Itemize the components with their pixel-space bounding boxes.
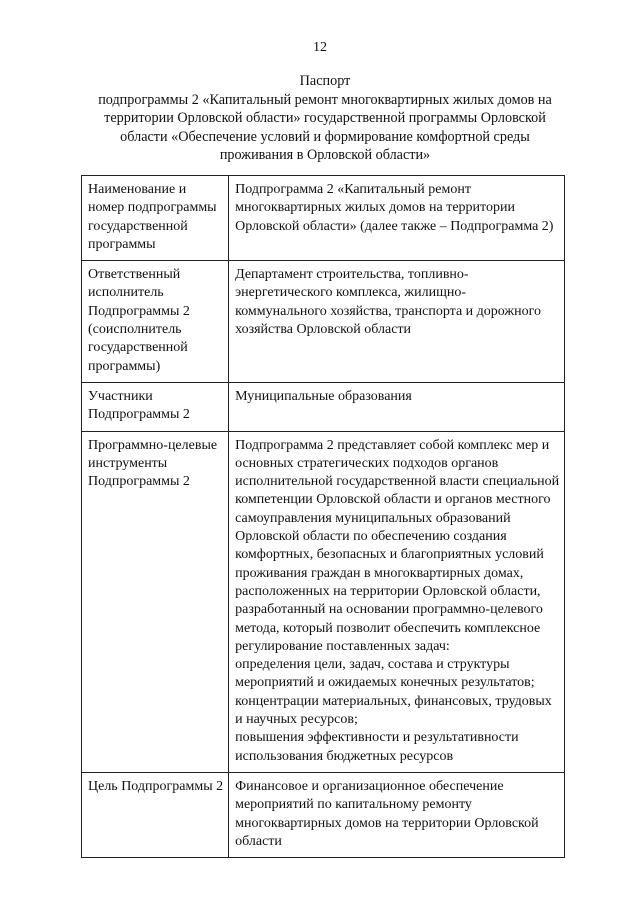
row-value-line: самоуправления муниципальных образований — [235, 510, 511, 526]
heading-title: Паспорт — [299, 73, 351, 89]
row-value-line: основных стратегических подходов органов — [235, 455, 499, 471]
row-value-cell — [229, 772, 565, 857]
row-label-line: Участники — [88, 388, 153, 404]
row-label-line: исполнитель — [88, 285, 164, 301]
row-label-line: (соисполнитель — [88, 322, 182, 338]
row-value-cell — [229, 261, 565, 383]
row-label-line: номер подпрограммы — [88, 200, 217, 216]
row-value-line: Подпрограмма 2 представляет собой комплекс мер и — [235, 437, 550, 453]
document-heading — [88, 72, 562, 165]
row-label-line: Программно-целевые — [88, 437, 218, 453]
table-row — [82, 772, 565, 857]
row-value-line: и научных ресурсов; — [235, 712, 358, 728]
row-label-cell — [82, 382, 229, 431]
row-value-line: области — [235, 833, 282, 849]
row-value-line: метода, который позволит обеспечить комплексное — [235, 620, 541, 636]
row-value-line: использования бюджетных ресурсов — [235, 748, 454, 764]
row-value-line: проживания граждан в многоквартирных домах, — [235, 565, 524, 581]
row-label-line: Подпрограммы 2 — [88, 407, 190, 423]
row-label-cell — [82, 261, 229, 383]
row-value-line: хозяйства Орловской области — [235, 322, 412, 338]
row-label-line: Цель Подпрограммы 2 — [88, 778, 224, 794]
heading-subtitle-line: области «Обеспечение условий и формирование комфортной среды — [120, 128, 530, 145]
row-value-line: Муниципальные образования — [235, 388, 412, 404]
row-value-line: Финансовое и организационное обеспечение — [235, 778, 504, 794]
table-row — [82, 382, 565, 431]
row-label-line: Наименование и — [88, 182, 187, 197]
row-value-line: исполнительной государственной власти специальной — [235, 474, 560, 490]
row-value-cell — [229, 382, 565, 431]
row-value-line: определения цели, задач, состава и структуры — [235, 657, 510, 673]
row-label-line: Ответственный — [88, 267, 181, 283]
row-label-line: Подпрограммы 2 — [88, 474, 190, 490]
heading-subtitle-line: территории Орловской области» государственной программы Орловской — [104, 110, 546, 126]
passport-table — [81, 175, 565, 858]
row-value-line: компетенции Орловской области и органов местного — [235, 492, 551, 508]
row-value-line: Департамент строительства, топливно- — [235, 267, 469, 283]
table-row — [82, 176, 565, 261]
heading-subtitle-line: проживания в Орловской области» — [219, 147, 431, 163]
row-value-line: мероприятий и ожидаемых конечных результатов; — [235, 675, 535, 691]
row-value-line: Подпрограмма 2 «Капитальный ремонт — [235, 182, 471, 197]
row-label-line: Подпрограммы 2 — [88, 303, 190, 319]
row-value-line: комфортных, безопасных и благоприятных условий — [235, 547, 544, 563]
row-value-cell — [229, 431, 565, 772]
row-value-line: коммунального хозяйства, транспорта и дорожного — [235, 303, 541, 319]
heading-subtitle-line: подпрограммы 2 «Капитальный ремонт многоквартирных жилых домов на — [98, 91, 552, 108]
row-value-line: регулирование поставленных задач: — [235, 638, 450, 654]
row-label-line: программы) — [88, 358, 161, 374]
row-value-line: концентрации материальных, финансовых, трудовых — [235, 693, 552, 709]
row-label-line: программы — [88, 236, 156, 252]
table-row — [82, 431, 565, 772]
row-label-cell — [82, 431, 229, 772]
row-value-line: многоквартирных домов на территории Орловской — [235, 815, 539, 831]
row-value-cell — [229, 176, 565, 261]
row-label-line: государственной — [88, 218, 188, 234]
row-value-line: Орловской области по обеспечению создания — [235, 529, 507, 545]
row-label-line: инструменты — [88, 455, 168, 471]
row-value-line: расположенных на территории Орловской области, — [235, 583, 541, 599]
row-value-line: разработанный на основании программно-целевого — [235, 602, 543, 618]
row-value-line: мероприятий по капитальному ремонту — [235, 797, 472, 813]
page-number: 12 — [313, 40, 327, 55]
row-label-cell — [82, 772, 229, 857]
row-label-cell — [82, 176, 229, 261]
row-value-line: многоквартирных жилых домов на территории — [235, 200, 515, 216]
row-label-line: государственной — [88, 340, 188, 356]
row-value-line: Орловской области» (далее также – Подпрограмма 2) — [235, 218, 554, 234]
row-value-line: энергетического комплекса, жилищно- — [235, 285, 467, 301]
row-value-line: повышения эффективности и результативности — [235, 730, 519, 746]
table-row — [82, 261, 565, 383]
